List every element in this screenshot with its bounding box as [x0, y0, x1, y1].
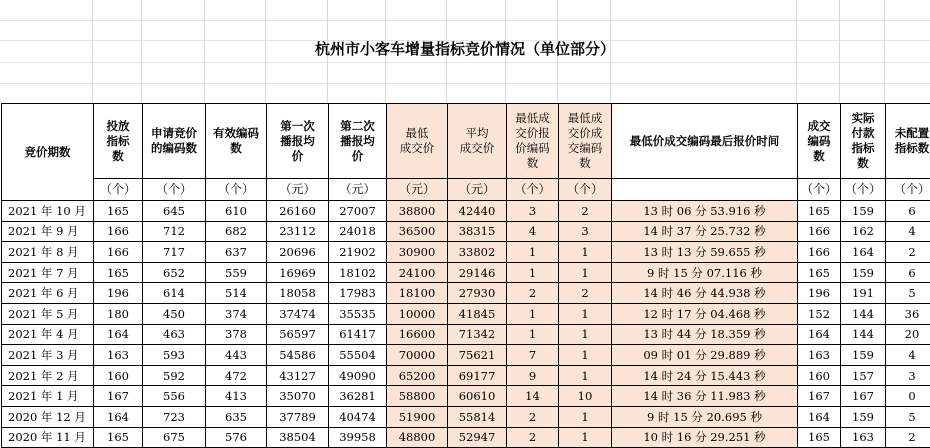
table-row — [2, 427, 930, 448]
data-cell: 162 — [841, 221, 886, 242]
data-cell: 167 — [94, 386, 143, 407]
data-cell: 10000 — [387, 303, 448, 324]
table-header — [2, 104, 930, 201]
header-line: 第一次 — [267, 119, 328, 134]
header-line: 最低 — [387, 126, 447, 141]
data-cell: 196 — [798, 283, 841, 304]
data-cell: 163 — [94, 345, 143, 366]
data-cell: 191 — [841, 283, 886, 304]
data-cell: 41845 — [448, 303, 507, 324]
data-cell: 61417 — [329, 324, 387, 345]
unit-cell: （个） — [94, 179, 143, 201]
data-cell: 40474 — [329, 406, 387, 427]
table-row — [2, 262, 930, 283]
data-cell: 163 — [841, 427, 886, 448]
data-cell: 1 — [559, 303, 612, 324]
unit-cell: （个） — [206, 179, 267, 201]
data-cell: 36281 — [329, 386, 387, 407]
data-cell: 463 — [143, 324, 206, 345]
column-header — [448, 104, 507, 179]
column-header — [507, 104, 559, 179]
data-cell: 13 时 44 分 18.359 秒 — [612, 324, 798, 345]
data-cell: 712 — [143, 221, 206, 242]
header-line: 指标 — [841, 141, 885, 156]
unit-cell: （个） — [559, 179, 612, 201]
data-cell: 69177 — [448, 365, 507, 386]
header-line: 有效编码 — [206, 126, 266, 141]
data-cell: 21902 — [329, 242, 387, 263]
unit-cell: （个） — [886, 179, 930, 201]
header-line: 价 — [329, 149, 386, 164]
header-line: 第二次 — [329, 119, 386, 134]
data-cell: 3 — [507, 201, 559, 222]
data-cell: 2 — [886, 427, 930, 448]
data-cell: 166 — [94, 221, 143, 242]
data-cell: 14 时 24 分 15.443 秒 — [612, 365, 798, 386]
data-cell: 559 — [206, 262, 267, 283]
data-cell: 37474 — [267, 303, 329, 324]
column-header — [612, 104, 798, 179]
data-cell: 7 — [507, 345, 559, 366]
header-line: 交编码 — [559, 141, 611, 156]
header-line: 平均 — [448, 126, 506, 141]
header-line: 播报均 — [267, 134, 328, 149]
data-cell: 24100 — [387, 262, 448, 283]
period-cell: 2021 年 1 月 — [2, 386, 94, 407]
data-cell: 38800 — [387, 201, 448, 222]
period-cell: 2021 年 5 月 — [2, 303, 94, 324]
data-cell: 166 — [798, 221, 841, 242]
header-line: 数 — [206, 141, 266, 156]
data-cell: 675 — [143, 427, 206, 448]
column-header — [387, 104, 448, 179]
gridline — [0, 20, 930, 21]
header-line: 数 — [798, 149, 840, 164]
data-cell: 159 — [841, 201, 886, 222]
bidding-table — [1, 103, 930, 448]
unit-cell: （元） — [329, 179, 387, 201]
header-line: 成交 — [798, 119, 840, 134]
data-cell: 36 — [886, 303, 930, 324]
data-cell: 4 — [507, 221, 559, 242]
data-cell: 23112 — [267, 221, 329, 242]
header-row — [2, 104, 930, 179]
column-header — [559, 104, 612, 179]
table-row — [2, 303, 930, 324]
data-cell: 413 — [206, 386, 267, 407]
period-cell: 2021 年 10 月 — [2, 201, 94, 222]
data-cell: 3 — [886, 365, 930, 386]
unit-cell: （个） — [143, 179, 206, 201]
data-cell: 167 — [798, 386, 841, 407]
data-cell: 35535 — [329, 303, 387, 324]
data-cell: 16600 — [387, 324, 448, 345]
table-body — [2, 201, 930, 448]
data-cell: 2 — [559, 201, 612, 222]
data-cell: 75621 — [448, 345, 507, 366]
column-header — [886, 104, 930, 179]
unit-cell: （元） — [448, 179, 507, 201]
data-cell: 1 — [559, 427, 612, 448]
data-cell: 4 — [886, 345, 930, 366]
table-row — [2, 242, 930, 263]
column-header — [2, 104, 94, 201]
period-cell: 2020 年 12 月 — [2, 406, 94, 427]
header-line: 数 — [841, 156, 885, 171]
data-cell: 18102 — [329, 262, 387, 283]
data-cell: 33802 — [448, 242, 507, 263]
data-cell: 70000 — [387, 345, 448, 366]
data-cell: 0 — [886, 386, 930, 407]
data-cell: 6 — [886, 262, 930, 283]
data-cell: 18058 — [267, 283, 329, 304]
unit-cell: （元） — [267, 179, 329, 201]
data-cell: 374 — [206, 303, 267, 324]
data-cell: 164 — [798, 406, 841, 427]
data-cell: 1 — [559, 262, 612, 283]
data-cell: 164 — [94, 324, 143, 345]
data-cell: 43127 — [267, 365, 329, 386]
data-cell: 48800 — [387, 427, 448, 448]
data-cell: 49090 — [329, 365, 387, 386]
data-cell: 160 — [798, 365, 841, 386]
header-line: 未配置 — [886, 126, 930, 141]
data-cell: 378 — [206, 324, 267, 345]
data-cell: 20696 — [267, 242, 329, 263]
header-line: 成交价 — [387, 141, 447, 156]
data-cell: 1 — [559, 365, 612, 386]
data-cell: 17983 — [329, 283, 387, 304]
column-header — [841, 104, 886, 179]
data-cell: 26160 — [267, 201, 329, 222]
data-cell: 5 — [886, 283, 930, 304]
data-cell: 144 — [841, 324, 886, 345]
data-cell: 51900 — [387, 406, 448, 427]
data-cell: 56597 — [267, 324, 329, 345]
header-line: 申请竞价 — [143, 126, 205, 141]
data-cell: 576 — [206, 427, 267, 448]
data-cell: 42440 — [448, 201, 507, 222]
data-cell: 180 — [94, 303, 143, 324]
data-cell: 1 — [559, 242, 612, 263]
data-cell: 637 — [206, 242, 267, 263]
data-cell: 165 — [798, 262, 841, 283]
table-row — [2, 406, 930, 427]
data-cell: 9 时 15 分 20.695 秒 — [612, 406, 798, 427]
table-row — [2, 345, 930, 366]
data-cell: 443 — [206, 345, 267, 366]
data-cell: 166 — [798, 242, 841, 263]
data-cell: 645 — [143, 201, 206, 222]
header-line: 最低成 — [507, 111, 558, 126]
data-cell: 165 — [798, 201, 841, 222]
table-row — [2, 324, 930, 345]
data-cell: 60610 — [448, 386, 507, 407]
header-line: 数 — [507, 156, 558, 171]
data-cell: 13 时 13 分 59.655 秒 — [612, 242, 798, 263]
data-cell: 2 — [507, 283, 559, 304]
column-header — [267, 104, 329, 179]
data-cell: 159 — [841, 406, 886, 427]
header-line: 交价报 — [507, 126, 558, 141]
data-cell: 35070 — [267, 386, 329, 407]
data-cell: 1 — [507, 262, 559, 283]
header-line: 指标 — [94, 134, 142, 149]
header-line: 编码 — [798, 134, 840, 149]
data-cell: 52947 — [448, 427, 507, 448]
header-line: 价 — [267, 149, 328, 164]
data-cell: 9 时 15 分 07.116 秒 — [612, 262, 798, 283]
data-cell: 29146 — [448, 262, 507, 283]
data-cell: 163 — [798, 345, 841, 366]
data-cell: 27930 — [448, 283, 507, 304]
unit-row — [2, 179, 930, 201]
header-line: 投放 — [94, 119, 142, 134]
period-cell: 2021 年 6 月 — [2, 283, 94, 304]
data-cell: 514 — [206, 283, 267, 304]
header-line: 价编码 — [507, 141, 558, 156]
data-cell: 556 — [143, 386, 206, 407]
column-header — [329, 104, 387, 179]
data-cell: 10 — [559, 386, 612, 407]
unit-cell: （元） — [387, 179, 448, 201]
table-row — [2, 365, 930, 386]
data-cell: 36500 — [387, 221, 448, 242]
data-cell: 652 — [143, 262, 206, 283]
data-cell: 635 — [206, 406, 267, 427]
table-row — [2, 386, 930, 407]
data-cell: 24018 — [329, 221, 387, 242]
data-cell: 450 — [143, 303, 206, 324]
data-cell: 18100 — [387, 283, 448, 304]
table-row — [2, 201, 930, 222]
data-cell: 165 — [94, 427, 143, 448]
data-cell: 65200 — [387, 365, 448, 386]
header-line: 付款 — [841, 126, 885, 141]
data-cell: 3 — [559, 221, 612, 242]
data-cell: 164 — [94, 406, 143, 427]
data-cell: 2 — [886, 242, 930, 263]
data-cell: 20 — [886, 324, 930, 345]
data-cell: 1 — [559, 406, 612, 427]
data-cell: 37789 — [267, 406, 329, 427]
data-cell: 39958 — [329, 427, 387, 448]
data-cell: 165 — [94, 201, 143, 222]
data-cell: 38315 — [448, 221, 507, 242]
data-cell: 1 — [507, 242, 559, 263]
data-cell: 4 — [886, 221, 930, 242]
data-cell: 55814 — [448, 406, 507, 427]
data-cell: 167 — [841, 386, 886, 407]
data-cell: 157 — [841, 365, 886, 386]
table-row — [2, 283, 930, 304]
data-cell: 12 时 17 分 04.468 秒 — [612, 303, 798, 324]
period-cell: 2021 年 8 月 — [2, 242, 94, 263]
gridline — [0, 83, 930, 84]
column-header — [798, 104, 841, 179]
data-cell: 159 — [841, 262, 886, 283]
data-cell: 196 — [94, 283, 143, 304]
data-cell: 1 — [559, 324, 612, 345]
header-line: 的编码数 — [143, 141, 205, 156]
period-cell: 2021 年 3 月 — [2, 345, 94, 366]
page-title: 杭州市小客车增量指标竞价情况（单位部分） — [0, 38, 930, 59]
header-line: 交价成 — [559, 126, 611, 141]
data-cell: 14 时 46 分 44.938 秒 — [612, 283, 798, 304]
column-header — [94, 104, 143, 179]
data-cell: 1 — [559, 345, 612, 366]
data-cell: 38504 — [267, 427, 329, 448]
data-cell: 723 — [143, 406, 206, 427]
header-line: 竞价期数 — [2, 145, 93, 160]
data-cell: 30900 — [387, 242, 448, 263]
data-cell: 6 — [886, 201, 930, 222]
data-cell: 2 — [559, 283, 612, 304]
data-cell: 472 — [206, 365, 267, 386]
header-line: 数 — [559, 156, 611, 171]
header-line: 数 — [94, 149, 142, 164]
data-cell: 2 — [507, 427, 559, 448]
data-cell: 14 时 36 分 11.983 秒 — [612, 386, 798, 407]
data-cell: 55504 — [329, 345, 387, 366]
header-line: 最低价成交编码最后报价时间 — [612, 134, 797, 149]
header-line: 实际 — [841, 111, 885, 126]
data-cell: 144 — [841, 303, 886, 324]
data-cell: 54586 — [267, 345, 329, 366]
data-cell: 614 — [143, 283, 206, 304]
table-row — [2, 221, 930, 242]
data-cell: 14 时 37 分 25.732 秒 — [612, 221, 798, 242]
period-cell: 2021 年 9 月 — [2, 221, 94, 242]
period-cell: 2021 年 4 月 — [2, 324, 94, 345]
data-cell: 164 — [798, 324, 841, 345]
gridline — [0, 62, 930, 63]
unit-cell: （个） — [507, 179, 559, 201]
data-cell: 14 — [507, 386, 559, 407]
data-cell: 160 — [94, 365, 143, 386]
data-cell: 10 时 16 分 29.251 秒 — [612, 427, 798, 448]
data-cell: 610 — [206, 201, 267, 222]
period-cell: 2021 年 7 月 — [2, 262, 94, 283]
unit-cell: （个） — [798, 179, 841, 201]
data-cell: 165 — [798, 427, 841, 448]
data-cell: 164 — [841, 242, 886, 263]
column-header — [206, 104, 267, 179]
data-cell: 5 — [886, 406, 930, 427]
data-cell: 159 — [841, 345, 886, 366]
data-cell: 717 — [143, 242, 206, 263]
data-cell: 166 — [94, 242, 143, 263]
data-cell: 592 — [143, 365, 206, 386]
unit-cell — [612, 179, 798, 201]
data-cell: 1 — [507, 324, 559, 345]
data-cell: 9 — [507, 365, 559, 386]
data-cell: 16969 — [267, 262, 329, 283]
data-cell: 593 — [143, 345, 206, 366]
header-line: 成交价 — [448, 141, 506, 156]
data-cell: 2 — [507, 406, 559, 427]
data-cell: 682 — [206, 221, 267, 242]
data-cell: 58800 — [387, 386, 448, 407]
data-cell: 09 时 01 分 29.889 秒 — [612, 345, 798, 366]
column-header — [143, 104, 206, 179]
header-line: 播报均 — [329, 134, 386, 149]
data-cell: 152 — [798, 303, 841, 324]
data-cell: 165 — [94, 262, 143, 283]
data-cell: 1 — [507, 303, 559, 324]
period-cell: 2020 年 11 月 — [2, 427, 94, 448]
unit-cell: （个） — [841, 179, 886, 201]
data-cell: 71342 — [448, 324, 507, 345]
data-cell: 13 时 06 分 53.916 秒 — [612, 201, 798, 222]
header-line: 指标数 — [886, 141, 930, 156]
header-line: 最低成 — [559, 111, 611, 126]
period-cell: 2021 年 2 月 — [2, 365, 94, 386]
data-cell: 27007 — [329, 201, 387, 222]
